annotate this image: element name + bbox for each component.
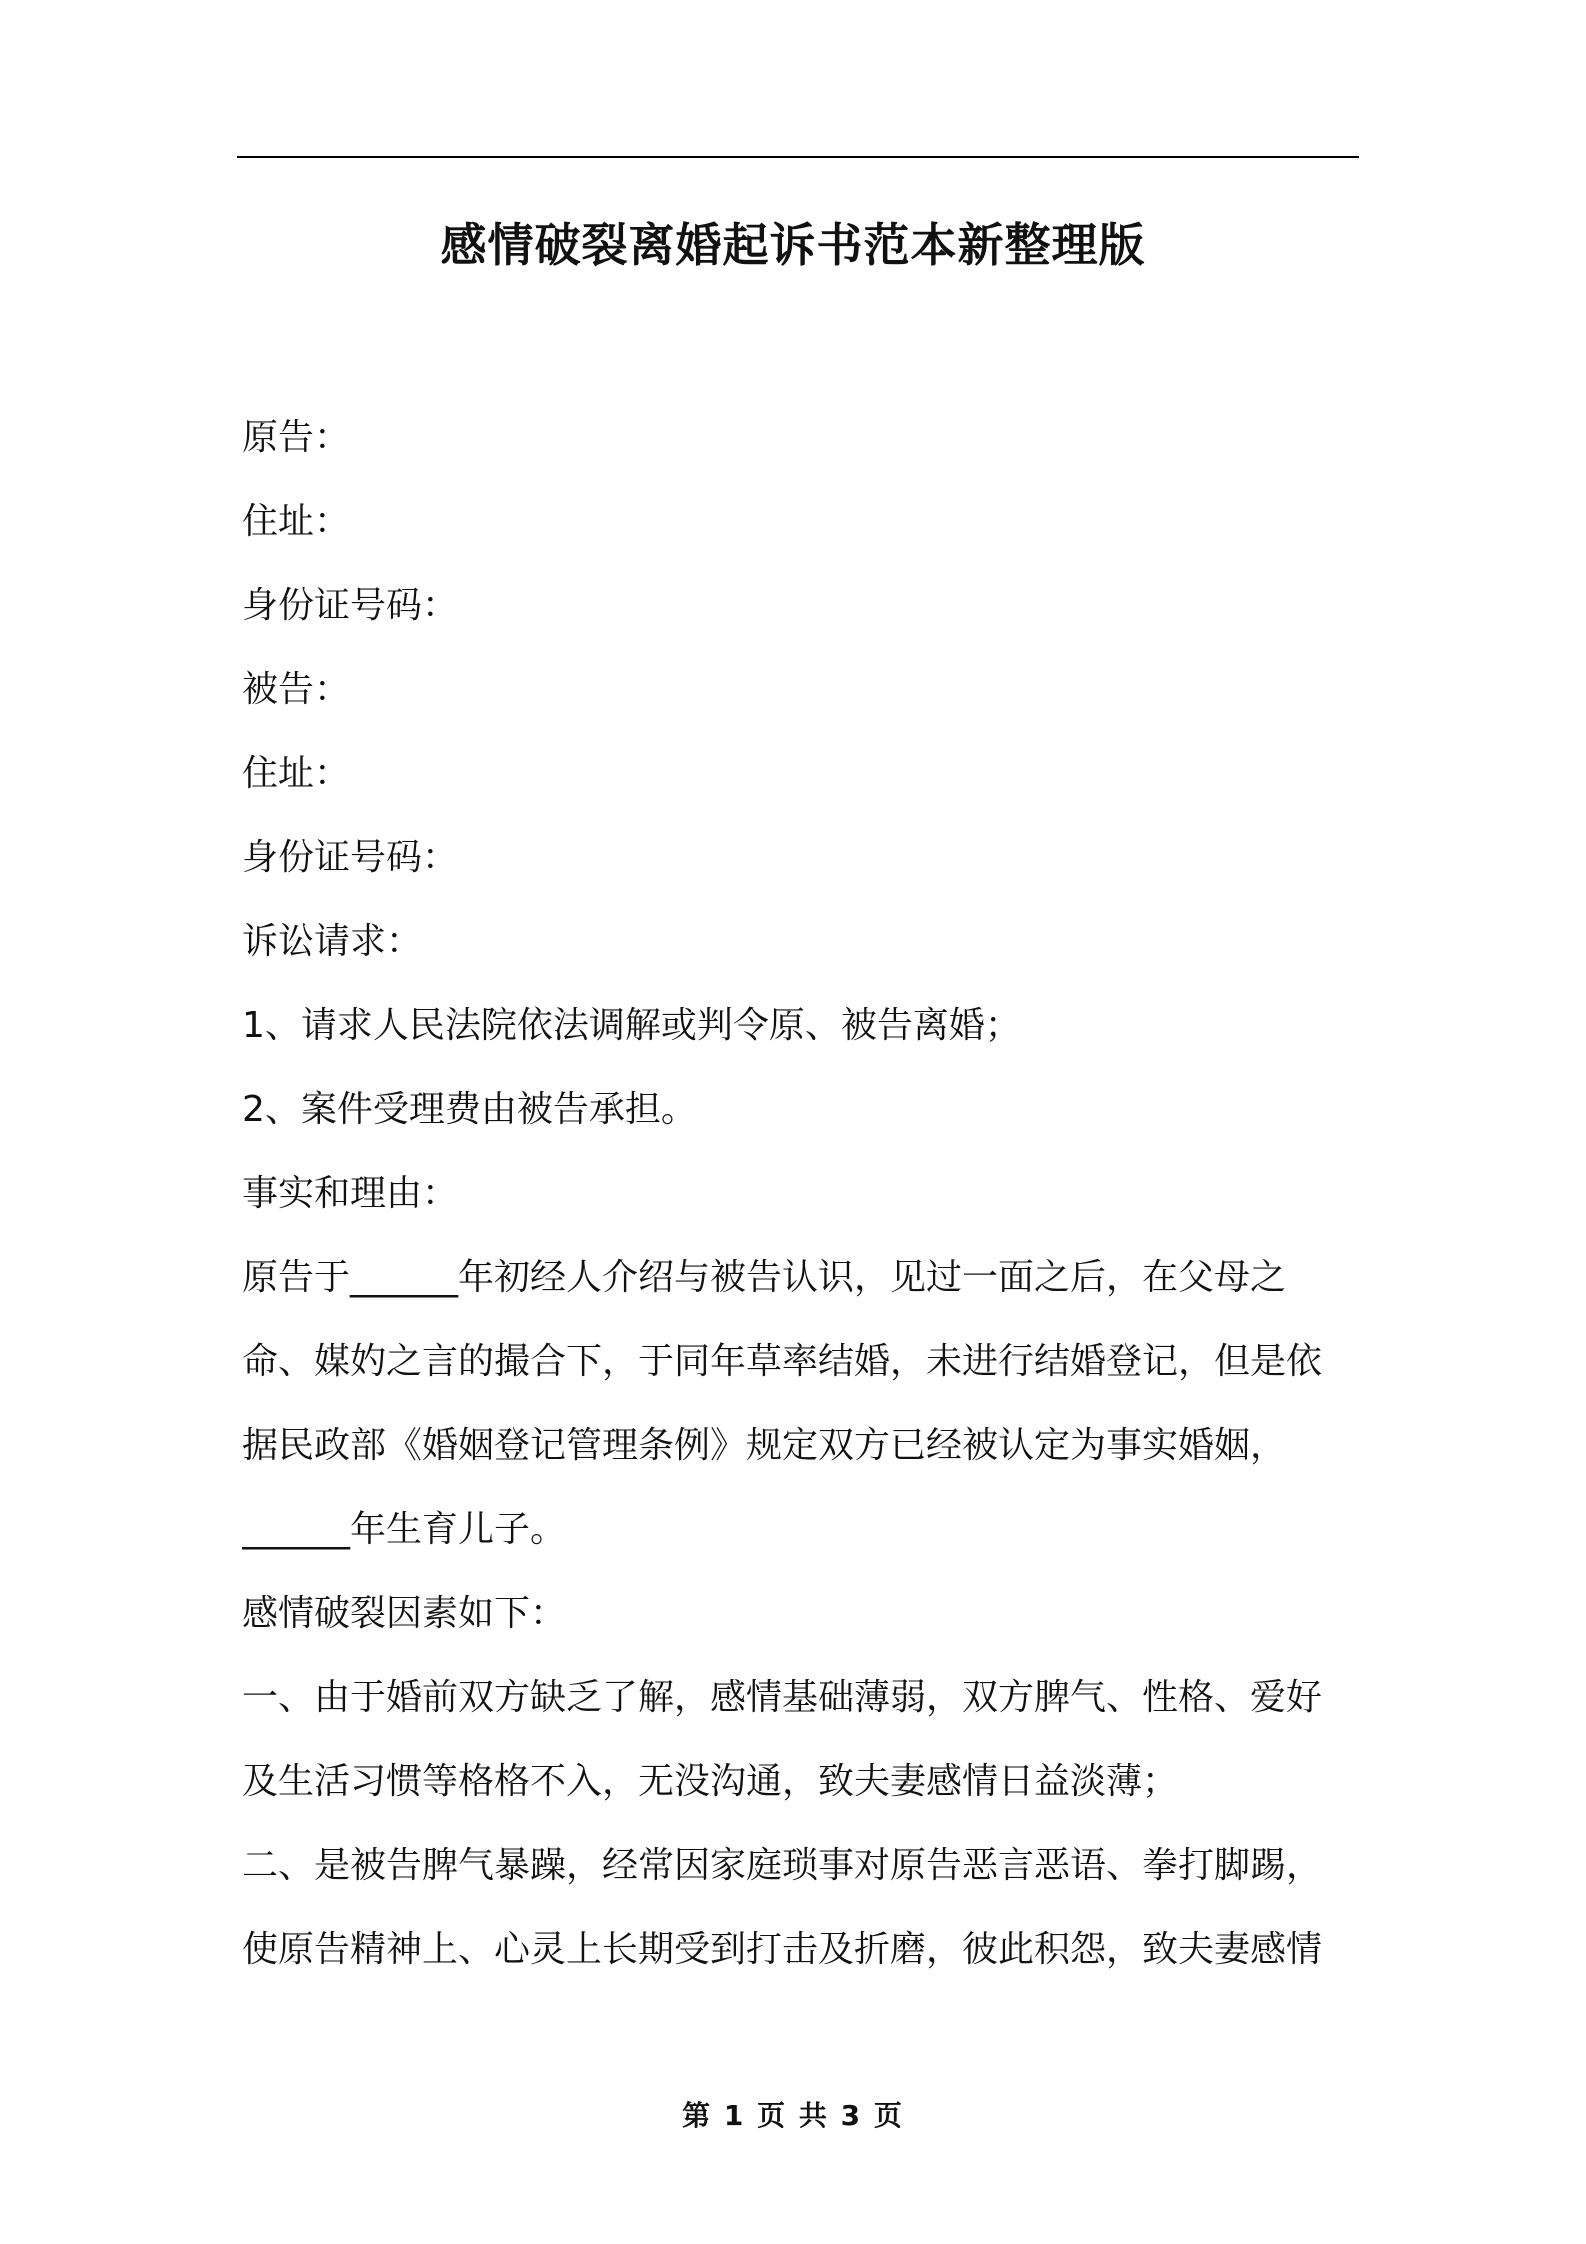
- text-line-facts-4: ______年生育儿子。: [242, 1509, 567, 1550]
- text-line-claim-2: 2、案件受理费由被告承担。: [242, 1089, 697, 1130]
- text-line-facts-2: 命、媒妁之言的撮合下，于同年草率结婚，未进行结婚登记，但是依: [242, 1341, 1323, 1382]
- text-line-plaintiff-address: 住址：: [242, 501, 351, 542]
- text-line-facts-1: 原告于______年初经人介绍与被告认识，见过一面之后，在父母之: [242, 1257, 1287, 1298]
- document-title: 感情破裂离婚起诉书范本新整理版: [440, 218, 1146, 272]
- text-line-breakdown-heading: 感情破裂因素如下：: [242, 1593, 567, 1634]
- text-line-defendant: 被告：: [242, 669, 351, 710]
- text-line-defendant-id: 身份证号码：: [242, 837, 459, 878]
- header-rule: [237, 156, 1359, 158]
- text-line-plaintiff: 原告：: [242, 417, 351, 458]
- text-line-reason-1a: 一、由于婚前双方缺乏了解，感情基础薄弱，双方脾气、性格、爱好: [242, 1677, 1323, 1718]
- text-line-reason-1b: 及生活习惯等格格不入，无没沟通，致夫妻感情日益淡薄；: [242, 1761, 1179, 1802]
- text-line-defendant-address: 住址：: [242, 753, 351, 794]
- text-line-reason-2b: 使原告精神上、心灵上长期受到打击及折磨，彼此积怨，致夫妻感情: [242, 1929, 1323, 1970]
- text-line-facts-3: 据民政部《婚姻登记管理条例》规定双方已经被认定为事实婚姻，: [242, 1425, 1287, 1466]
- text-line-claims-heading: 诉讼请求：: [242, 921, 423, 962]
- page-number-footer: 第 1 页 共 3 页: [682, 2099, 904, 2132]
- text-line-facts-heading: 事实和理由：: [242, 1173, 459, 1214]
- text-line-reason-2a: 二、是被告脾气暴躁，经常因家庭琐事对原告恶言恶语、拳打脚踢，: [242, 1845, 1323, 1886]
- text-line-claim-1: 1、请求人民法院依法调解或判令原、被告离婚；: [242, 1005, 1021, 1046]
- text-line-plaintiff-id: 身份证号码：: [242, 585, 459, 626]
- document-body: [242, 406, 1362, 2002]
